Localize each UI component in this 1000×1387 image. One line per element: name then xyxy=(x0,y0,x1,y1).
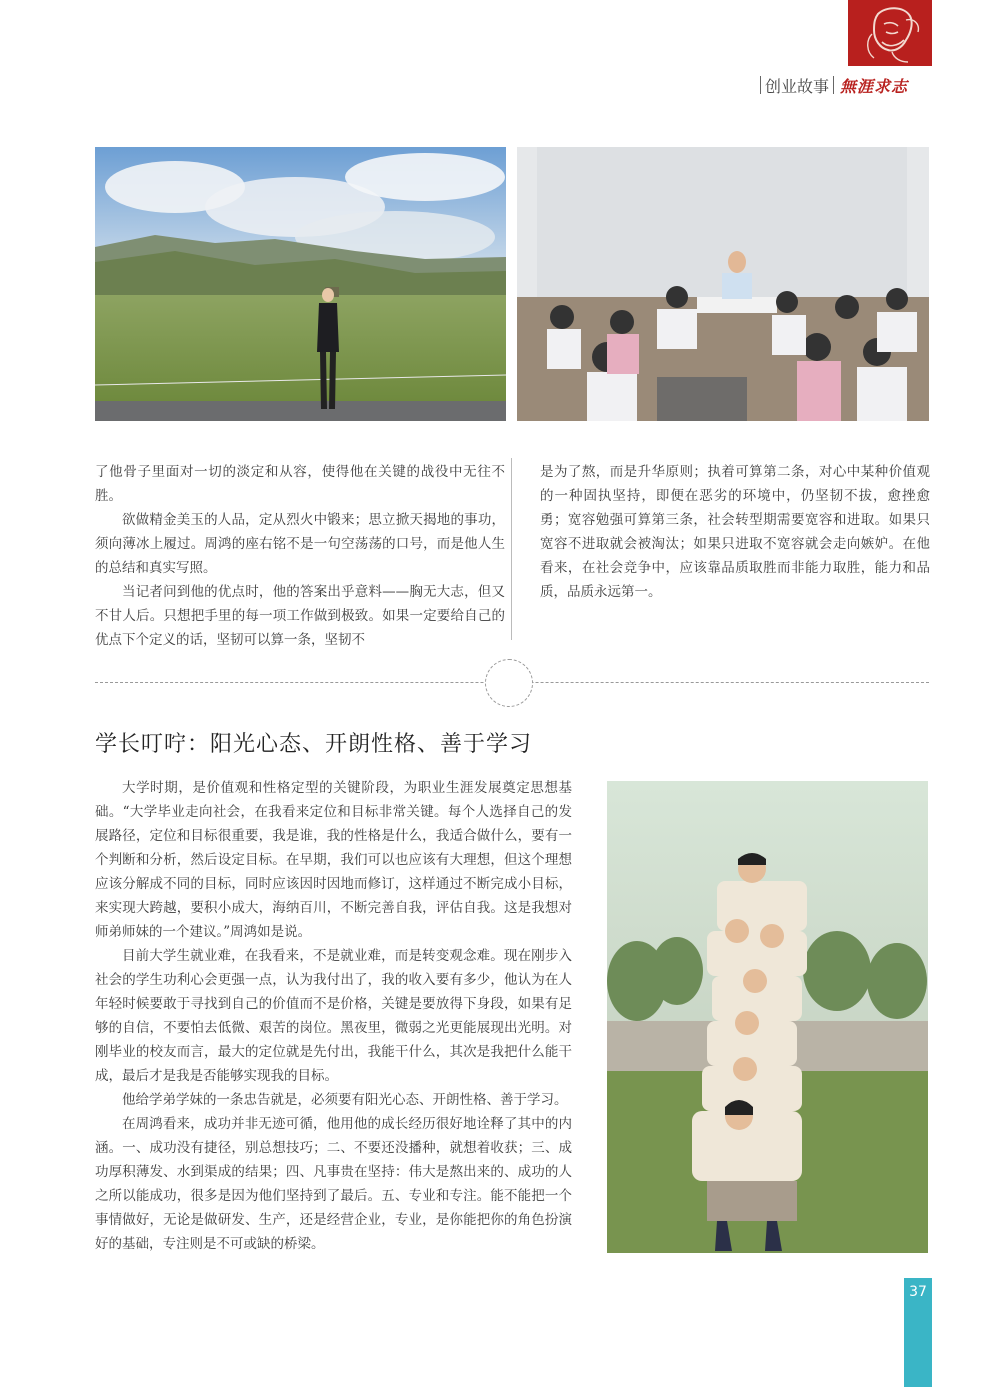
column-divider xyxy=(511,458,512,640)
paragraph: 是为了熬，而是升华原则；执着可算第二条，对心中某种价值观的一种固执坚持，即便在恶劣的环境中，仍坚韧不拔，愈挫愈勇；宽容勉强可算第三条，社会转型期需要宽容和进取。如果只宽容不进取就会被淘汰；如果只进取不宽容就会走向嫉妒。在他看来，在社会竞争中，应该靠品质取胜而非能力取胜，能力和品质，品质永远第一。 xyxy=(540,464,930,600)
paragraph: 大学时期，是价值观和性格定型的关键阶段，为职业生涯发展奠定思想基础。“大学毕业走向社会，在我看来定位和目标非常关键。每个人选择自己的发展路径，定位和目标很重要，我是谁，我的性格是什么，我适合做什么，要有一个判断和分析，然后设定目标。在早期，我们可以也应该有大理想，但这个理想应该分解成不同的目标，同时应该因时因地而修订，这样通过不断完成小目标，来实现大跨越，要积小成大，海纳百川，不断完善自我，评估自我。这是我想对师弟师妹的一个建议。”周鸿如是说。 xyxy=(95,780,572,940)
paragraph: 他给学弟学妹的一条忠告就是，必须要有阳光心态、开朗性格、善于学习。 xyxy=(122,1092,568,1108)
photo-grassland xyxy=(95,147,506,421)
magazine-logo xyxy=(848,0,932,66)
paragraph: 目前大学生就业难，在我看来，不是就业难，而是转变观念难。现在刚步入社会的学生功利心会更强一点，认为我付出了，我的收入要有多少，他认为在人年轻时候要敢于寻找到自己的价值而不是价格，关键是要放得下身段，如果有足够的自信，不要怕去低微、艰苦的岗位。黑夜里，微弱之光更能展现出光明。对刚毕业的校友而言，最大的定位就是先付出，我能干什么，其次是我把什么能干成，最后才是我是否能够实现我的目标。 xyxy=(95,948,572,1084)
header-bar xyxy=(760,70,932,100)
text-column-bottom xyxy=(95,776,572,1256)
paragraph: 欲做精金美玉的人品，定从烈火中锻来；思立掀天揭地的事功，须向薄冰上履过。周鸿的座右铭不是一句空荡荡的口号，而是他人生的总结和真实写照。 xyxy=(95,512,505,576)
photo-group-pyramid xyxy=(607,781,928,1253)
header-brand: 無涯求志 xyxy=(840,76,909,96)
paragraph: 当记者问到他的优点时，他的答案出乎意料——胸无大志，但又不甘人后。只想把手里的每一项工作做到极致。如果一定要给自己的优点下个定义的话，坚韧可以算一条，坚韧不 xyxy=(95,584,505,648)
header-section-label: 创业故事 xyxy=(765,76,830,96)
paragraph: 在周鸿看来，成功并非无迹可循，他用他的成长经历很好地诠释了其中的内涵。一、成功没有捷径，别总想技巧；二、不要还没播种，就想着收获；三、成功厚积薄发、水到渠成的结果；四、凡事贵在坚持：伟大是熬出来的、成功的人之所以能成功，很多是因为他们坚持到了最后。五、专业和专注。能不能把一个事情做好，无论是做研发、生产，还是经营企业，专业，是你能把你的角色扮演好的基础，专注则是不可或缺的桥梁。 xyxy=(95,1116,572,1252)
text-column-top-left xyxy=(95,460,505,652)
section-divider-ornament xyxy=(485,659,533,707)
page-number: 37 xyxy=(909,1284,927,1300)
section-title: 学长叮咛：阳光心态、开朗性格、善于学习 xyxy=(95,732,533,757)
text-column-top-right xyxy=(540,460,930,604)
photo-meeting xyxy=(517,147,929,421)
paragraph: 了他骨子里面对一切的淡定和从容，使得他在关键的战役中无往不胜。 xyxy=(95,464,505,504)
